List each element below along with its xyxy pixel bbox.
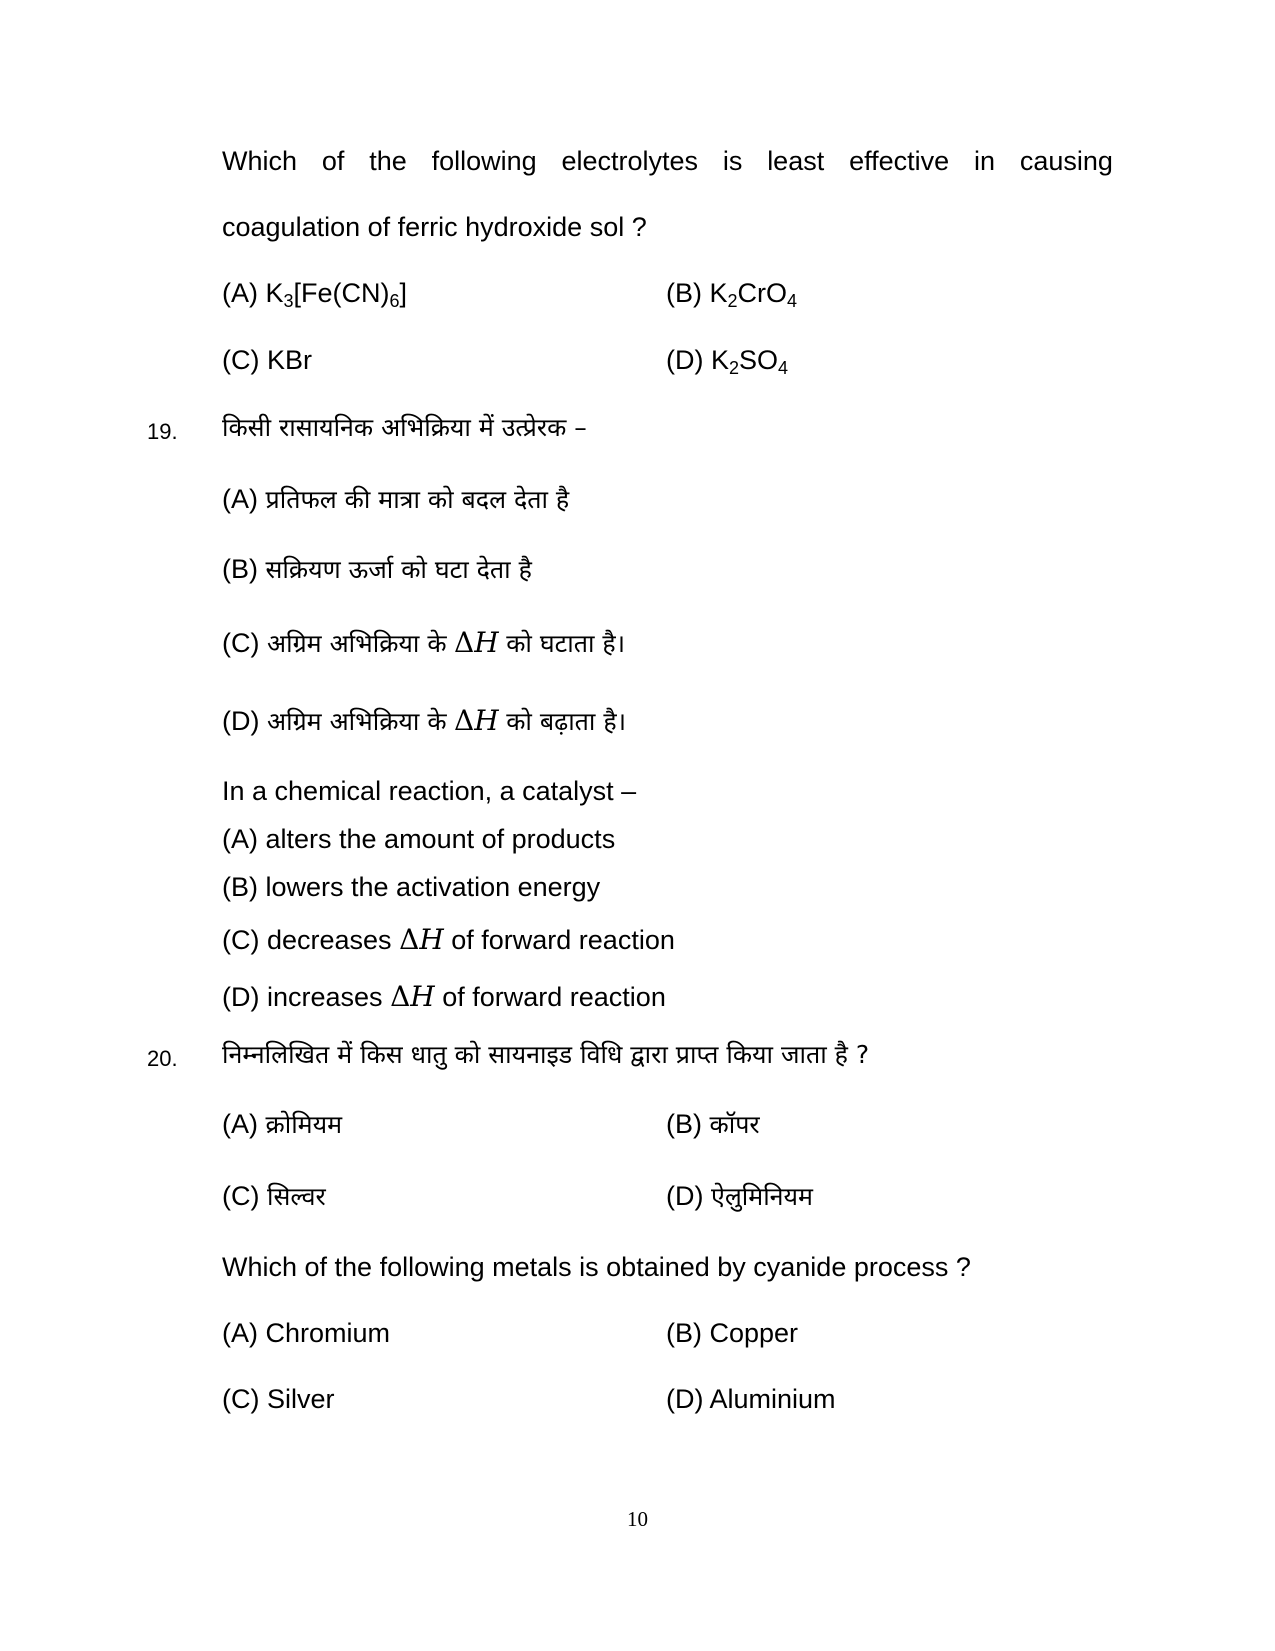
q19-hindi-option-b-label: (B): [222, 554, 258, 584]
q18-word: of: [321, 146, 345, 176]
q19-hindi-option-b: [222, 556, 532, 583]
q19-hindi-option-a: [222, 486, 569, 513]
q19-number: 19.: [147, 419, 178, 444]
q20-hindi-option-c-label: (C): [222, 1181, 260, 1211]
q20-english-stem: Which of the following metals is obtained by cyanide process ?: [222, 1252, 971, 1282]
q20-hindi-option-c-text: सिल्वर: [267, 1182, 326, 1211]
q19-hindi-option-d-post: को बढ़ाता है।: [506, 707, 627, 736]
delta-h-symbol: ΔH: [399, 923, 444, 956]
q19-hindi-option-c-post: को घटाता है।: [506, 629, 626, 658]
q19-english-option-c: [222, 923, 675, 956]
q19-english-stem: In a chemical reaction, a catalyst –: [222, 776, 637, 806]
delta-h-symbol: ΔH: [454, 626, 499, 659]
q19-english-option-d-post: of forward reaction: [442, 982, 666, 1012]
q19-english-option-c-post: of forward reaction: [451, 925, 675, 955]
q20-hindi-option-d-text: ऐलुमिनियम: [711, 1182, 814, 1211]
q18-word: causing: [1019, 146, 1113, 176]
q19-hindi-option-c: [222, 626, 626, 659]
q18-option-c: (C) KBr: [222, 345, 312, 375]
delta-h-symbol: ΔH: [390, 980, 435, 1013]
q19-hindi-option-a-label: (A): [222, 484, 258, 514]
q18-option-a-sub1: 3: [283, 291, 294, 311]
q20-hindi-option-b-text: कॉपर: [709, 1110, 760, 1139]
q20-hindi-stem: निम्नलिखित में किस धातु को सायनाइड विधि द्वारा प्राप्त किया जाता है ?: [222, 1040, 870, 1069]
q18-word: Which: [222, 146, 298, 176]
q18-option-b-mid: CrO: [737, 278, 788, 308]
q18-word: the: [369, 146, 407, 176]
q18-option-b-sub2: 4: [787, 291, 798, 311]
q18-option-b-label: (B) K: [666, 278, 728, 308]
q18-option-a-mid: [Fe(CN): [293, 278, 390, 308]
q19-english-option-d: [222, 980, 666, 1013]
q19-hindi-option-c-pre: अग्रिम अभिक्रिया के: [267, 629, 447, 658]
q20-english-option-d: (D) Aluminium: [666, 1384, 836, 1414]
q18-option-b-sub1: 2: [727, 291, 738, 311]
q18-option-d-label: (D) K: [666, 345, 729, 375]
q20-hindi-option-c: [222, 1183, 326, 1210]
q20-english-option-a: (A) Chromium: [222, 1318, 391, 1348]
q19-english-option-b: (B) lowers the activation energy: [222, 872, 601, 902]
q20-hindi-option-d: [666, 1183, 813, 1210]
page-number: 10: [627, 1507, 648, 1531]
q18-option-a-sub2: 6: [389, 291, 400, 311]
q18-option-a: [222, 278, 408, 311]
q18-option-d-sub1: 2: [729, 358, 740, 378]
q18-stem-line1: [222, 148, 1113, 175]
q20-hindi-option-b: [666, 1111, 760, 1138]
q20-hindi-option-b-label: (B): [666, 1109, 702, 1139]
q19-hindi-option-b-text: सक्रियण ऊर्जा को घटा देता है: [265, 555, 532, 584]
q18-option-a-label: (A) K: [222, 278, 284, 308]
q19-english-option-d-pre: (D) increases: [222, 982, 383, 1012]
q19-english-option-c-pre: (C) decreases: [222, 925, 392, 955]
q18-word: electrolytes: [561, 146, 699, 176]
q20-hindi-option-a: [222, 1111, 342, 1138]
q20-english-option-c: (C) Silver: [222, 1384, 335, 1414]
delta-h-symbol: ΔH: [454, 704, 499, 737]
q20-hindi-option-a-text: क्रोमियम: [265, 1110, 343, 1139]
q18-option-a-end: ]: [399, 278, 408, 308]
q18-word: in: [973, 146, 995, 176]
q20-english-option-b: (B) Copper: [666, 1318, 799, 1348]
q19-hindi-stem: किसी रासायनिक अभिक्रिया में उत्प्रेरक –: [222, 413, 587, 442]
q20-hindi-option-a-label: (A): [222, 1109, 258, 1139]
q18-stem-line2: coagulation of ferric hydroxide sol ?: [222, 212, 647, 242]
q19-hindi-option-d-label: (D): [222, 706, 260, 736]
q18-option-d: [666, 345, 789, 378]
q18-option-d-mid: SO: [739, 345, 779, 375]
q19-hindi-option-d: [222, 704, 627, 737]
q20-number: 20.: [147, 1046, 178, 1071]
q18-word: following: [431, 146, 537, 176]
q18-word: least: [767, 146, 825, 176]
q19-english-option-a: (A) alters the amount of products: [222, 824, 616, 854]
q18-option-b: [666, 278, 798, 311]
q20-hindi-option-d-label: (D): [666, 1181, 704, 1211]
q19-hindi-option-d-pre: अग्रिम अभिक्रिया के: [267, 707, 447, 736]
q19-hindi-option-c-label: (C): [222, 628, 260, 658]
q18-option-d-sub2: 4: [778, 358, 789, 378]
q18-word: is: [722, 146, 743, 176]
q18-word: effective: [849, 146, 950, 176]
q19-hindi-option-a-text: प्रतिफल की मात्रा को बदल देता है: [265, 485, 570, 514]
